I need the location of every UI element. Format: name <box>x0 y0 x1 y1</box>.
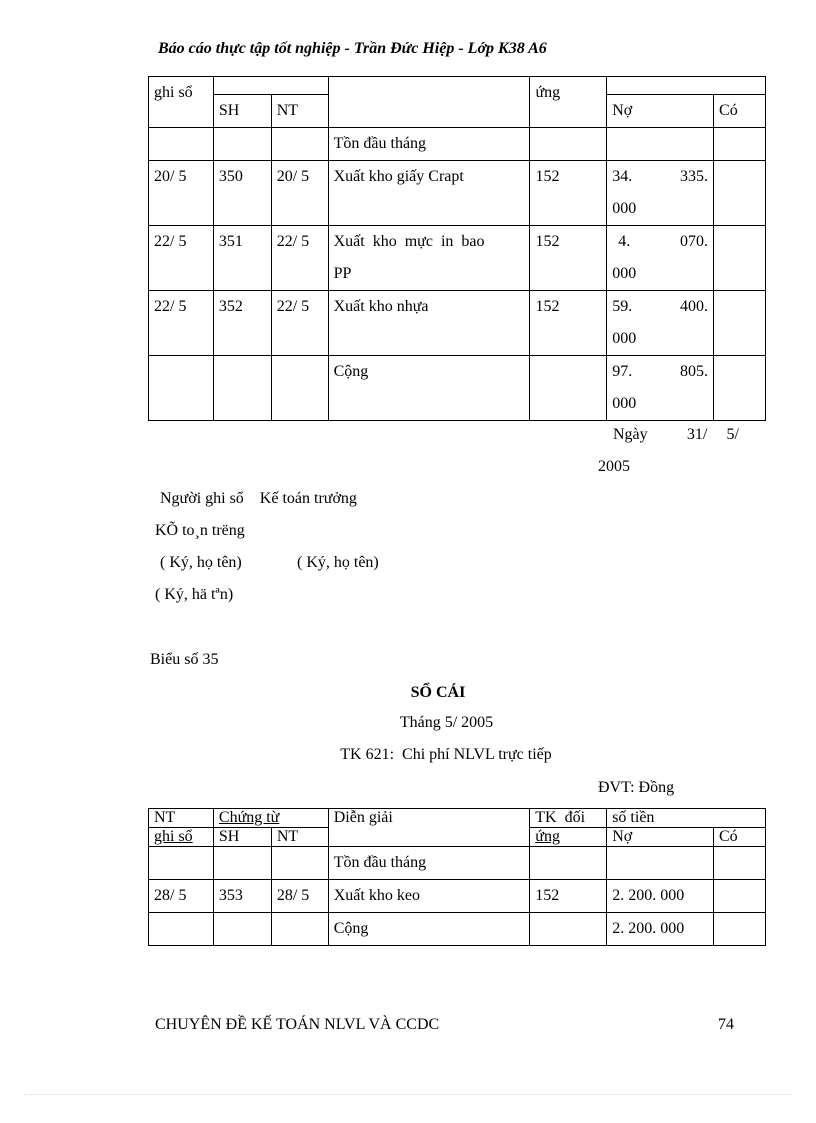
sh-cell: 352 <box>213 291 271 356</box>
amount-cell: 2. 200. 000 <box>607 913 714 946</box>
ung-label: ứng <box>535 828 560 845</box>
amount-cell <box>607 226 714 291</box>
tk-cell: 152 <box>530 880 607 913</box>
table-header-row <box>149 809 766 828</box>
so-cai-unit: ĐVT: Đồng <box>598 779 675 796</box>
desc-cell: Cộng <box>328 913 530 946</box>
table-row <box>149 913 766 946</box>
col-tk-ung: ứng <box>530 77 607 128</box>
col-so-tien: số tiền <box>607 809 766 828</box>
amount-cell <box>607 291 714 356</box>
amount-part: 34. <box>612 168 633 185</box>
so-cai-month: Tháng 5/ 2005 <box>399 714 494 731</box>
signature-note-1: ( Ký, họ tên) <box>160 554 242 571</box>
ghi-so-label: ghi sổ <box>154 828 193 845</box>
date-line <box>613 425 739 444</box>
desc-part: PP <box>333 265 352 282</box>
desc-cell: Tồn đầu tháng <box>328 847 530 880</box>
date-label: Ngày <box>613 426 648 443</box>
signature-note-2: ( Ký, họ tên) <box>297 554 379 571</box>
table-row <box>149 128 766 161</box>
date-cell: 28/ 5 <box>149 880 214 913</box>
nt-cell <box>271 913 328 946</box>
date-month: 5/ <box>726 426 739 443</box>
table-row <box>149 226 766 291</box>
col-dien-giai: Diễn giải <box>328 809 530 847</box>
footer-title: CHUYÊN ĐỀ KẾ TOÁN NLVL VÀ CCDC <box>155 1016 440 1033</box>
col-nt2: NT <box>271 828 328 847</box>
so-cai-title: SỔ CÁI <box>410 684 466 701</box>
desc-cell: Cộng <box>328 356 530 421</box>
header-title: Báo cáo thực tập tốt nghiệp - Trần Đức Hiệp - Lớp K38 A6 <box>158 40 547 57</box>
col-ghi-so <box>149 828 214 847</box>
date-day: 31/ <box>686 426 708 443</box>
table-row <box>149 880 766 913</box>
desc-cell: Xuất kho giấy Crapt <box>328 161 530 226</box>
amount-part: 97. <box>612 363 633 380</box>
amount-part: 4. <box>618 233 631 250</box>
date-cell <box>149 847 214 880</box>
col-no: Nợ <box>607 95 714 128</box>
nt-cell: 28/ 5 <box>271 880 328 913</box>
amount-part: 070. <box>680 233 709 250</box>
date-cell: 22/ 5 <box>149 291 214 356</box>
ledger-table-2 <box>148 808 766 946</box>
desc-cell <box>328 226 530 291</box>
sh-cell: 351 <box>213 226 271 291</box>
nt-cell: 20/ 5 <box>271 161 328 226</box>
amount-part: 805. <box>680 363 709 380</box>
col-nt: NT <box>271 95 328 128</box>
amount-cell: 2. 200. 000 <box>607 880 714 913</box>
col-sh: SH <box>213 95 271 128</box>
desc-cell: Xuất kho nhựa <box>328 291 530 356</box>
date-cell: 22/ 5 <box>149 226 214 291</box>
so-cai-account: TK 621: Chi phí NLVL trực tiếp <box>340 746 552 763</box>
sh-cell: 353 <box>213 880 271 913</box>
co-cell <box>714 847 766 880</box>
ledger-table-1 <box>148 76 766 421</box>
table-row <box>149 291 766 356</box>
amount-part: 335. <box>680 168 709 185</box>
col-nt: NT <box>149 809 214 828</box>
sh-cell <box>213 847 271 880</box>
tk-cell: 152 <box>530 291 607 356</box>
date-year: 2005 <box>598 458 630 475</box>
co-cell <box>714 880 766 913</box>
amount-part: 000 <box>612 330 637 347</box>
table-row <box>149 847 766 880</box>
col-no: Nợ <box>607 828 714 847</box>
sh-cell <box>213 913 271 946</box>
amount-part: 400. <box>680 298 709 315</box>
sh-cell: 350 <box>213 161 271 226</box>
col-chung-tu <box>213 809 328 828</box>
nt-cell <box>271 847 328 880</box>
page-number: 74 <box>718 1016 734 1033</box>
col-ung <box>530 828 607 847</box>
tk-cell <box>530 847 607 880</box>
desc-part: Xuất kho mực in bao <box>333 233 485 250</box>
bieu-so-label: Biểu số 35 <box>150 651 219 668</box>
tk-cell: 152 <box>530 226 607 291</box>
signature-garbled-title: KÕ to¸n trëng <box>155 522 245 539</box>
chung-tu-label: Chứng từ <box>218 809 280 826</box>
table-header-row <box>149 77 766 95</box>
amount-cell <box>607 847 714 880</box>
tk-cell: 152 <box>530 161 607 226</box>
amount-part: 59. <box>612 298 633 315</box>
signature-titles: Người ghi sổ Kế toán trưởng <box>160 490 357 507</box>
co-cell <box>714 913 766 946</box>
col-ghi-so: ghi sổ <box>149 77 214 128</box>
table-row <box>149 161 766 226</box>
amount-cell <box>607 161 714 226</box>
page-bottom-divider <box>24 1094 792 1095</box>
nt-cell: 22/ 5 <box>271 291 328 356</box>
signature-note-3: ( Ký, hä tªn) <box>155 586 234 603</box>
amount-part: 000 <box>612 395 637 412</box>
amount-part: 000 <box>612 200 637 217</box>
col-co: Có <box>714 828 766 847</box>
col-co: Có <box>714 95 766 128</box>
nt-cell: 22/ 5 <box>271 226 328 291</box>
date-cell: 20/ 5 <box>149 161 214 226</box>
amount-part: 000 <box>612 265 637 282</box>
table-row <box>149 356 766 421</box>
col-sh: SH <box>213 828 271 847</box>
desc-cell: Tồn đầu tháng <box>328 128 530 161</box>
col-tk-doi: TK đối <box>530 809 607 828</box>
amount-cell <box>607 356 714 421</box>
date-cell <box>149 913 214 946</box>
desc-cell: Xuất kho keo <box>328 880 530 913</box>
tk-cell <box>530 913 607 946</box>
